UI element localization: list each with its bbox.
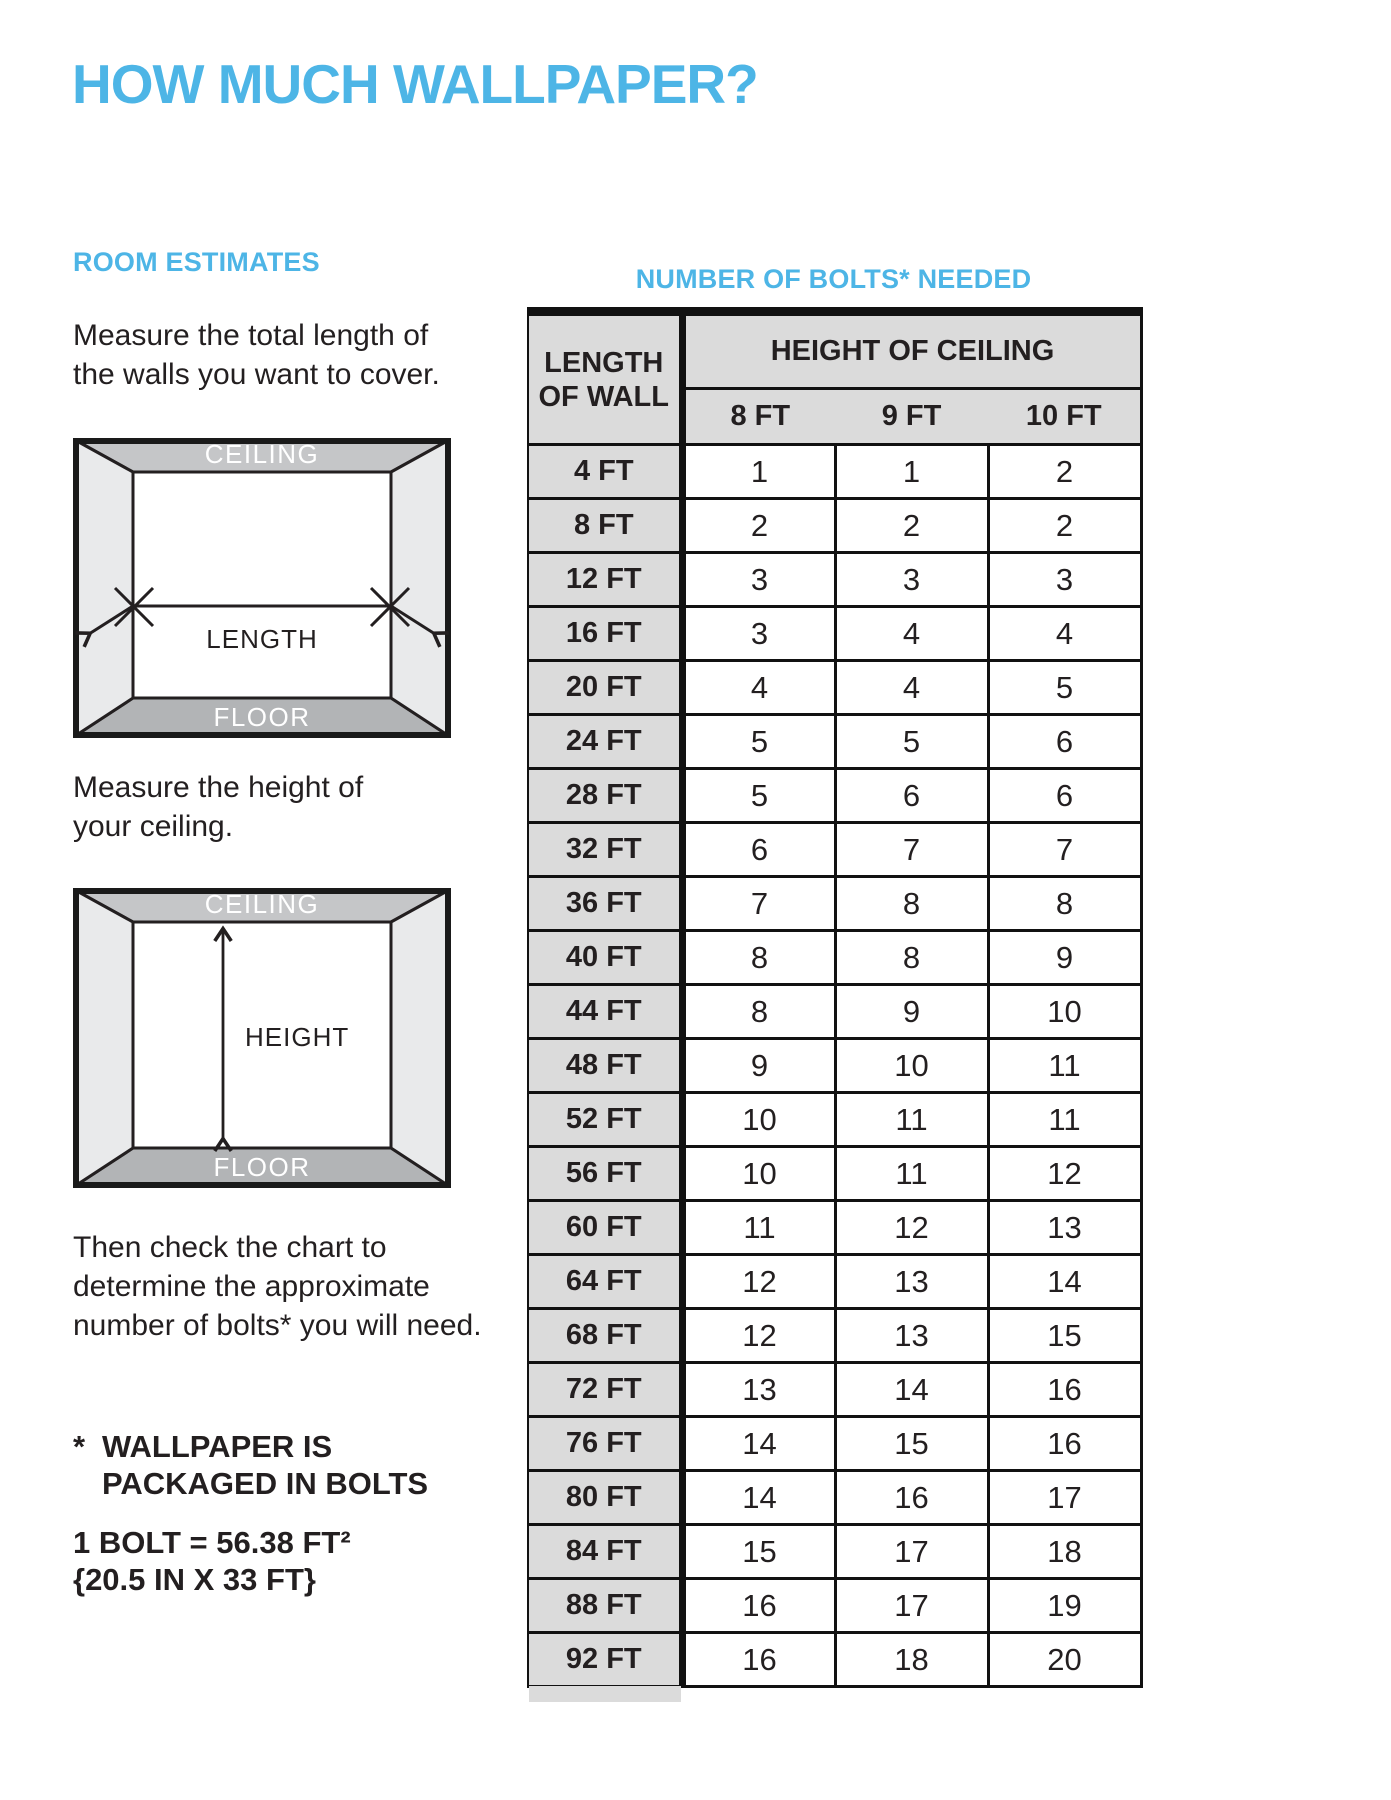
bolts-8ft-cell: 6 xyxy=(682,823,835,877)
table-row xyxy=(528,607,1141,661)
bolts-8ft-cell: 9 xyxy=(682,1039,835,1093)
bolts-10ft-cell: 18 xyxy=(988,1525,1141,1579)
table-row xyxy=(528,661,1141,715)
bolts-8ft-cell: 10 xyxy=(682,1147,835,1201)
bolt-footnote xyxy=(73,1428,428,1502)
bolts-10ft-cell: 16 xyxy=(988,1417,1141,1471)
bolts-8ft-cell: 1 xyxy=(682,445,835,499)
bolts-9ft-cell: 17 xyxy=(835,1525,988,1579)
wall-length-cell: 68 FT xyxy=(528,1309,682,1363)
table-row xyxy=(528,1093,1141,1147)
wall-length-cell: 48 FT xyxy=(528,1039,682,1093)
wall-length-cell: 44 FT xyxy=(528,985,682,1039)
instruction-step-1-line-1: Measure the total length of xyxy=(73,319,429,352)
wall-length-cell: 12 FT xyxy=(528,553,682,607)
bolts-8ft-cell: 15 xyxy=(682,1525,835,1579)
bolts-8ft-cell: 4 xyxy=(682,661,835,715)
instruction-step-1-line-2: the walls you want to cover. xyxy=(73,358,440,391)
bolts-10ft-cell: 11 xyxy=(988,1093,1141,1147)
bolts-8ft-cell: 8 xyxy=(682,931,835,985)
wall-length-cell: 88 FT xyxy=(528,1579,682,1633)
instruction-step-3-line-1: Then check the chart to xyxy=(73,1231,387,1264)
bolts-10ft-cell: 14 xyxy=(988,1255,1141,1309)
table-row xyxy=(528,1363,1141,1417)
page-title: HOW MUCH WALLPAPER? xyxy=(72,53,758,115)
col-header-9ft: 9 FT xyxy=(835,389,988,445)
wall-length-cell: 16 FT xyxy=(528,607,682,661)
height-of-ceiling-header: HEIGHT OF CEILING xyxy=(682,312,1141,389)
bolts-10ft-cell: 11 xyxy=(988,1039,1141,1093)
bolts-9ft-cell: 4 xyxy=(835,661,988,715)
bolts-9ft-cell: 17 xyxy=(835,1579,988,1633)
bolts-10ft-cell: 3 xyxy=(988,553,1141,607)
instruction-step-3 xyxy=(73,1228,482,1345)
bolt-size-note xyxy=(73,1524,351,1598)
bolts-8ft-cell: 14 xyxy=(682,1471,835,1525)
bolts-8ft-cell: 8 xyxy=(682,985,835,1039)
table-row xyxy=(528,1201,1141,1255)
table-row xyxy=(528,1147,1141,1201)
wall-length-cell: 32 FT xyxy=(528,823,682,877)
asterisk: * xyxy=(73,1429,86,1464)
bolts-8ft-cell: 13 xyxy=(682,1363,835,1417)
table-row xyxy=(528,1255,1141,1309)
bolts-9ft-cell: 2 xyxy=(835,499,988,553)
bolts-9ft-cell: 8 xyxy=(835,931,988,985)
room-estimates-heading: ROOM ESTIMATES xyxy=(73,247,320,277)
instruction-step-2-line-1: Measure the height of xyxy=(73,771,364,804)
height-label: HEIGHT xyxy=(245,1022,350,1052)
bolts-8ft-cell: 3 xyxy=(682,607,835,661)
bolts-8ft-cell: 3 xyxy=(682,553,835,607)
ceiling-label: CEILING xyxy=(204,439,320,469)
bolts-9ft-cell: 1 xyxy=(835,445,988,499)
bolts-10ft-cell: 8 xyxy=(988,877,1141,931)
instruction-step-3-line-2: determine the approximate xyxy=(73,1270,430,1303)
bolts-9ft-cell: 9 xyxy=(835,985,988,1039)
instruction-step-3-line-3: number of bolts* you will need. xyxy=(73,1309,482,1342)
wall-length-cell: 4 FT xyxy=(528,445,682,499)
bolts-8ft-cell: 10 xyxy=(682,1093,835,1147)
bolts-10ft-cell: 12 xyxy=(988,1147,1141,1201)
bolts-9ft-cell: 16 xyxy=(835,1471,988,1525)
back-wall-panel xyxy=(133,472,391,698)
floor-label: FLOOR xyxy=(213,1152,311,1182)
left-wall-panel xyxy=(75,890,133,1186)
bolts-10ft-cell: 2 xyxy=(988,445,1141,499)
wall-length-cell: 64 FT xyxy=(528,1255,682,1309)
bolts-10ft-cell: 19 xyxy=(988,1579,1141,1633)
bolts-table xyxy=(527,307,1143,1688)
room-height-diagram xyxy=(73,888,451,1188)
instruction-step-2-line-2: your ceiling. xyxy=(73,810,234,843)
bolt-size-line-1: 1 BOLT = 56.38 FT² xyxy=(73,1525,351,1560)
wall-length-cell: 76 FT xyxy=(528,1417,682,1471)
bolts-9ft-cell: 3 xyxy=(835,553,988,607)
wall-length-cell: 52 FT xyxy=(528,1093,682,1147)
col-header-8ft: 8 FT xyxy=(682,389,835,445)
bolts-9ft-cell: 8 xyxy=(835,877,988,931)
wall-length-cell: 8 FT xyxy=(528,499,682,553)
wall-length-cell: 28 FT xyxy=(528,769,682,823)
bolt-size-line-2: {20.5 IN X 33 FT} xyxy=(73,1562,316,1597)
bolts-10ft-cell: 5 xyxy=(988,661,1141,715)
table-row xyxy=(528,1309,1141,1363)
bolts-9ft-cell: 6 xyxy=(835,769,988,823)
bolt-footnote-line-1: * WALLPAPER IS xyxy=(73,1429,333,1464)
bolts-10ft-cell: 13 xyxy=(988,1201,1141,1255)
wall-length-cell: 20 FT xyxy=(528,661,682,715)
wall-length-cell: 84 FT xyxy=(528,1525,682,1579)
bolts-9ft-cell: 4 xyxy=(835,607,988,661)
wall-length-cell: 40 FT xyxy=(528,931,682,985)
floor-label: FLOOR xyxy=(213,702,311,732)
bolts-10ft-cell: 16 xyxy=(988,1363,1141,1417)
instruction-step-2 xyxy=(73,768,363,846)
table-row xyxy=(528,1525,1141,1579)
bolts-9ft-cell: 13 xyxy=(835,1255,988,1309)
table-row xyxy=(528,499,1141,553)
bolts-8ft-cell: 5 xyxy=(682,715,835,769)
table-row xyxy=(528,877,1141,931)
table-row xyxy=(528,715,1141,769)
right-wall-panel xyxy=(391,440,449,736)
wall-length-cell: 72 FT xyxy=(528,1363,682,1417)
wall-length-cell: 36 FT xyxy=(528,877,682,931)
table-footer-tab xyxy=(529,1686,681,1702)
table-row xyxy=(528,553,1141,607)
bolts-8ft-cell: 7 xyxy=(682,877,835,931)
length-label: LENGTH xyxy=(206,624,318,654)
left-wall-panel xyxy=(75,440,133,736)
bolts-9ft-cell: 11 xyxy=(835,1093,988,1147)
bolts-table-body xyxy=(528,445,1141,1687)
bolts-9ft-cell: 11 xyxy=(835,1147,988,1201)
bolts-8ft-cell: 5 xyxy=(682,769,835,823)
bolts-9ft-cell: 12 xyxy=(835,1201,988,1255)
wall-length-cell: 56 FT xyxy=(528,1147,682,1201)
bolts-9ft-cell: 10 xyxy=(835,1039,988,1093)
bolts-10ft-cell: 15 xyxy=(988,1309,1141,1363)
bolt-footnote-line-2: PACKAGED IN BOLTS xyxy=(102,1466,429,1501)
bolts-8ft-cell: 14 xyxy=(682,1417,835,1471)
col-header-10ft: 10 FT xyxy=(988,389,1141,445)
bolts-9ft-cell: 13 xyxy=(835,1309,988,1363)
bolts-8ft-cell: 12 xyxy=(682,1255,835,1309)
bolts-10ft-cell: 4 xyxy=(988,607,1141,661)
ceiling-label: CEILING xyxy=(204,889,320,919)
table-row xyxy=(528,1039,1141,1093)
length-of-wall-header: LENGTH OF WALL xyxy=(528,312,682,445)
bolts-10ft-cell: 17 xyxy=(988,1471,1141,1525)
instruction-step-1 xyxy=(73,316,440,394)
table-row xyxy=(528,445,1141,499)
table-row xyxy=(528,931,1141,985)
bolts-9ft-cell: 5 xyxy=(835,715,988,769)
bolts-8ft-cell: 16 xyxy=(682,1579,835,1633)
wall-length-cell: 24 FT xyxy=(528,715,682,769)
bolts-10ft-cell: 2 xyxy=(988,499,1141,553)
table-row xyxy=(528,1633,1141,1687)
table-row xyxy=(528,985,1141,1039)
bolts-table-heading: NUMBER OF BOLTS* NEEDED xyxy=(635,264,1032,294)
room-length-diagram xyxy=(73,438,451,738)
bolts-10ft-cell: 20 xyxy=(988,1633,1141,1687)
bolts-10ft-cell: 6 xyxy=(988,715,1141,769)
table-row xyxy=(528,1579,1141,1633)
right-wall-panel xyxy=(391,890,449,1186)
table-row xyxy=(528,1417,1141,1471)
bolts-8ft-cell: 2 xyxy=(682,499,835,553)
bolts-8ft-cell: 16 xyxy=(682,1633,835,1687)
table-row xyxy=(528,1471,1141,1525)
bolts-9ft-cell: 7 xyxy=(835,823,988,877)
bolts-10ft-cell: 10 xyxy=(988,985,1141,1039)
wall-length-cell: 60 FT xyxy=(528,1201,682,1255)
bolts-9ft-cell: 18 xyxy=(835,1633,988,1687)
bolts-10ft-cell: 9 xyxy=(988,931,1141,985)
bolts-10ft-cell: 7 xyxy=(988,823,1141,877)
bolts-9ft-cell: 14 xyxy=(835,1363,988,1417)
table-row xyxy=(528,769,1141,823)
wall-length-cell: 80 FT xyxy=(528,1471,682,1525)
bolts-8ft-cell: 12 xyxy=(682,1309,835,1363)
wall-length-cell: 92 FT xyxy=(528,1633,682,1687)
table-row xyxy=(528,823,1141,877)
bolts-10ft-cell: 6 xyxy=(988,769,1141,823)
bolts-8ft-cell: 11 xyxy=(682,1201,835,1255)
bolts-9ft-cell: 15 xyxy=(835,1417,988,1471)
